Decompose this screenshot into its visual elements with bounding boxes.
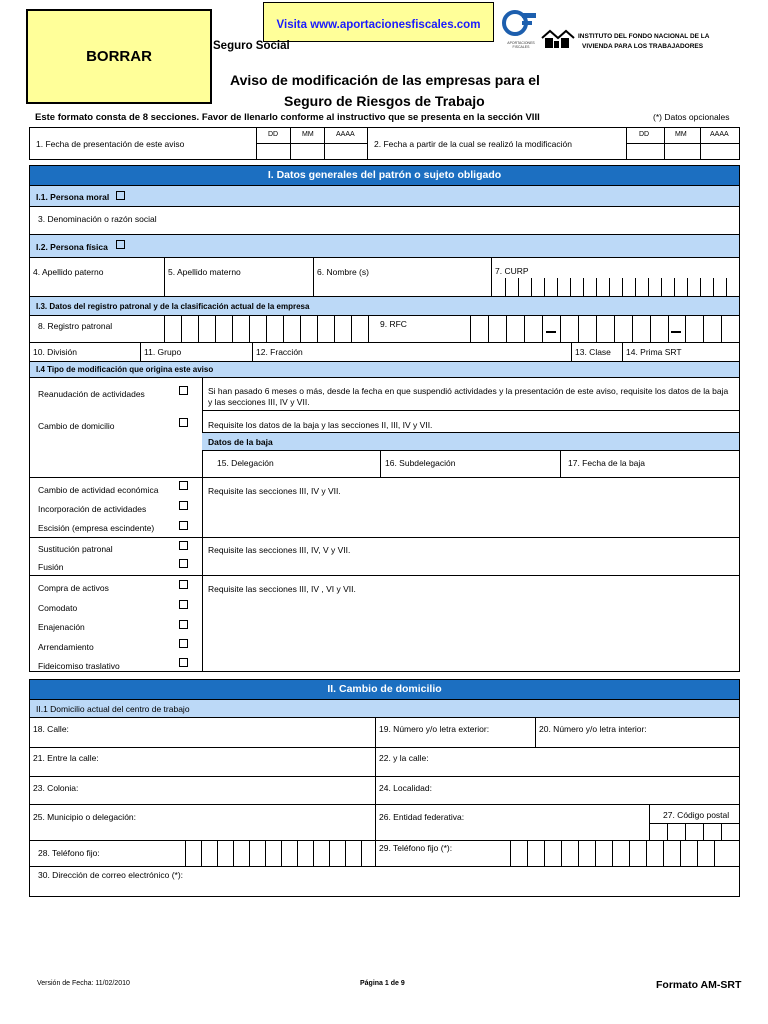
visita-link[interactable]: [263, 2, 494, 42]
f4-label: 4. Apellido paterno: [33, 267, 104, 277]
f17-label: 17. Fecha de la baja: [568, 458, 646, 468]
fisica-checkbox[interactable]: [116, 240, 125, 249]
tipo-label: I.4 Tipo de modificación que origina este aviso: [36, 365, 214, 374]
f23-label: 23. Colonia:: [33, 783, 79, 793]
f1-aaaa: AAAA: [336, 131, 355, 138]
f2-dd: DD: [639, 131, 650, 138]
cp-boxes[interactable]: [649, 823, 739, 840]
f10-label: 10. División: [33, 347, 77, 357]
grp3-desc: Requisite las secciones III, IV , VI y VII.: [208, 584, 356, 594]
grp3-checkbox-1[interactable]: [179, 600, 188, 609]
footer-formato: Formato AM-SRT: [656, 979, 742, 991]
domicilio-label: II.1 Domicilio actual del centro de trabajo: [36, 704, 190, 714]
registro-boxes[interactable]: [164, 316, 379, 342]
f8-label: 8. Registro patronal: [38, 321, 113, 331]
baja-bar: [202, 432, 739, 451]
f6-label: 6. Nombre (s): [317, 267, 369, 277]
fisica-row: [30, 258, 739, 296]
infonavit-line2: VIVIENDA PARA LOS TRABAJADORES: [582, 43, 704, 50]
f5-label: 5. Apellido materno: [168, 267, 241, 277]
borrar-button[interactable]: [26, 9, 212, 104]
moral-label: I.1. Persona moral: [36, 192, 110, 202]
moral-checkbox[interactable]: [116, 191, 125, 200]
f2-aaaa: AAAA: [710, 131, 729, 138]
section1-title: I. Datos generales del patrón o sujeto obligado: [30, 166, 739, 185]
grp3-checkbox-4[interactable]: [179, 658, 188, 667]
grp2-item-1: Fusión: [38, 562, 64, 572]
infonavit-line1: INSTITUTO DEL FONDO NACIONAL DE LA: [578, 33, 710, 40]
grp2-checkbox-0[interactable]: [179, 541, 188, 550]
grp1-item-0: Cambio de actividad económica: [38, 485, 159, 495]
f2-dd-input[interactable]: [627, 144, 664, 159]
reanudacion-label: Reanudación de actividades: [38, 389, 145, 399]
fisica-label: I.2. Persona física: [36, 242, 108, 252]
grp3-checkbox-3[interactable]: [179, 639, 188, 648]
tipo-bar: [30, 361, 739, 378]
cambio-dom-label: Cambio de domicilio: [38, 421, 115, 431]
footer-page: Página 1 de 9: [360, 980, 405, 987]
section2: [29, 679, 740, 897]
f21-label: 21. Entre la calle:: [33, 753, 99, 763]
grp1-checkbox-0[interactable]: [179, 481, 188, 490]
f22-label: 22. y la calle:: [379, 753, 429, 763]
f24-label: 24. Localidad:: [379, 783, 432, 793]
grp1-checkbox-2[interactable]: [179, 521, 188, 530]
f25-label: 25. Municipio o delegación:: [33, 812, 137, 822]
grp3-item-1: Comodato: [38, 603, 78, 613]
baja-label: Datos de la baja: [208, 437, 273, 447]
seguro-social-label: Seguro Social: [213, 40, 290, 52]
grp3-checkbox-0[interactable]: [179, 580, 188, 589]
f27-label: 27. Código postal: [663, 810, 730, 820]
dates-row: [29, 127, 740, 160]
infonavit-logo: [540, 26, 740, 56]
grp1-item-1: Incorporación de actividades: [38, 504, 147, 514]
moral-bar: [30, 185, 739, 207]
af-logo-icon: [502, 10, 540, 36]
page-title-line2: Seguro de Riesgos de Trabajo: [284, 93, 485, 109]
f26-label: 26. Entidad federativa:: [379, 812, 465, 822]
f18-label: 18. Calle:: [33, 724, 69, 734]
grp2-desc: Requisite las secciones III, IV, V y VII.: [208, 545, 351, 555]
section1: [29, 165, 740, 672]
registro-row: [30, 316, 739, 343]
visita-text: Visita www.aportacionesfiscales.com: [276, 19, 481, 31]
f7-label: 7. CURP: [495, 266, 529, 276]
grp1-checkbox-1[interactable]: [179, 501, 188, 510]
grp1-desc: Requisite las secciones III, IV y VII.: [208, 486, 341, 496]
f12-label: 12. Fracción: [256, 347, 303, 357]
grp2-checkbox-1[interactable]: [179, 559, 188, 568]
f1-mm: MM: [302, 131, 314, 138]
f1-label: 1. Fecha de presentación de este aviso: [36, 139, 185, 149]
tel2-boxes[interactable]: [510, 840, 739, 866]
grp3-item-3: Arrendamiento: [38, 642, 94, 652]
f11-label: 11. Grupo: [144, 347, 182, 357]
fisica-bar: [30, 234, 739, 258]
f14-label: 14. Prima SRT: [626, 347, 682, 357]
email-input[interactable]: [30, 867, 739, 896]
f16-label: 16. Subdelegación: [385, 458, 456, 468]
tel1-boxes[interactable]: [185, 840, 375, 866]
instruction-text: Este formato consta de 8 secciones. Favor de llenarlo conforme al instructivo que se presenta en la sección VIII: [35, 112, 540, 123]
grp3-item-2: Enajenación: [38, 622, 85, 632]
grp3-checkbox-2[interactable]: [179, 620, 188, 629]
reanudacion-desc: Si han pasado 6 meses o más, desde la fecha en que suspendió actividades y la presentación de este aviso, requisite los datos de la baja y las secciones III, IV y VII.: [208, 386, 729, 407]
f1-dd-input[interactable]: [257, 144, 290, 159]
f2-mm-input[interactable]: [665, 144, 700, 159]
rfc-boxes[interactable]: [470, 316, 739, 342]
footer-version: Versión de Fecha: 11/02/2010: [37, 980, 130, 987]
cambio-dom-desc: Requisite los datos de la baja y las secciones II, III, IV y VII.: [208, 420, 433, 430]
f13-label: 13. Clase: [575, 347, 611, 357]
grp2-item-0: Sustitución patronal: [38, 544, 113, 554]
infonavit-house-icon: [540, 28, 578, 50]
grp3-item-0: Compra de activos: [38, 583, 109, 593]
f15-label: 15. Delegación: [217, 458, 274, 468]
grp1-item-2: Escisión (empresa escindente): [38, 523, 155, 533]
f1-dd: DD: [268, 131, 279, 138]
optional-note: (*) Datos opcionales: [653, 112, 730, 122]
reanudacion-checkbox[interactable]: [179, 386, 188, 395]
f29-label: 29. Teléfono fijo (*):: [379, 843, 453, 853]
cambio-dom-checkbox[interactable]: [179, 418, 188, 427]
registro-label: I.3. Datos del registro patronal y de la clasificación actual de la empresa: [36, 302, 310, 311]
f2-mm: MM: [675, 131, 687, 138]
f20-label: 20. Número y/o letra interior:: [539, 724, 647, 734]
f1-aaaa-input[interactable]: [325, 144, 367, 159]
f9-label: 9. RFC: [380, 319, 407, 329]
section2-title: II. Cambio de domicilio: [30, 680, 739, 699]
grp3-item-4: Fideicomiso traslativo: [38, 661, 120, 671]
f3-input[interactable]: [30, 207, 739, 234]
borrar-label: BORRAR: [86, 48, 152, 65]
curp-boxes[interactable]: [491, 278, 739, 296]
registro-bar: [30, 296, 739, 316]
f30-label: 30. Dirección de correo electrónico (*):: [38, 870, 184, 880]
f2-label: 2. Fecha a partir de la cual se realizó la modificación: [374, 139, 572, 149]
f28-label: 28. Teléfono fijo:: [38, 848, 100, 858]
clasificacion-row: [30, 343, 739, 361]
f1-mm-input[interactable]: [291, 144, 324, 159]
af-logo: [502, 10, 540, 49]
f3-label: 3. Denominación o razón social: [38, 214, 157, 224]
f19-label: 19. Número y/o letra exterior:: [379, 724, 490, 734]
page-title-line1: Aviso de modificación de las empresas para el: [230, 72, 540, 88]
f2-aaaa-input[interactable]: [701, 144, 740, 159]
domicilio-bar: [30, 699, 739, 718]
af-logo-text: APORTACIONES FISCALES: [507, 41, 535, 49]
